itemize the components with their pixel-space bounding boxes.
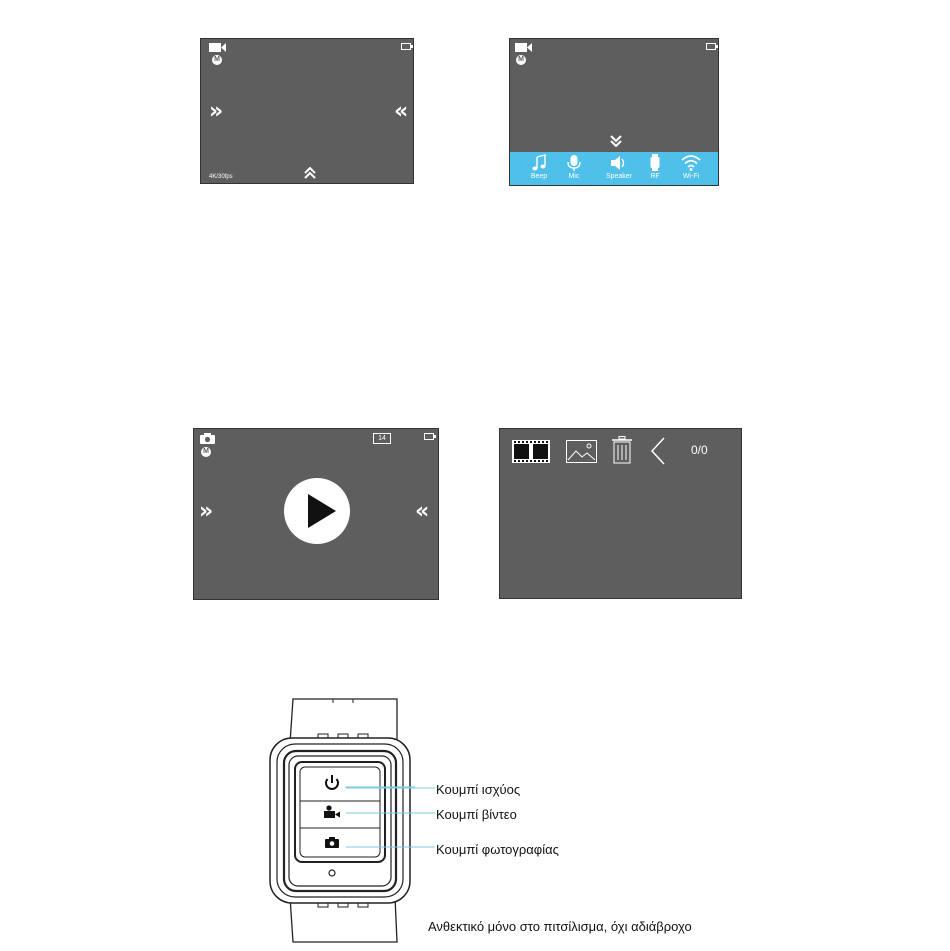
setting-speaker-label: Speaker — [605, 173, 633, 180]
double-chevron-right-icon[interactable]: » — [199, 499, 214, 524]
setting-beep[interactable] — [519, 152, 559, 180]
wifi-icon — [681, 154, 701, 172]
setting-mic-label: Mic — [568, 173, 580, 180]
manual-mode-badge: M — [212, 55, 222, 65]
screen-settings — [509, 38, 719, 186]
back-arrow-icon[interactable] — [650, 437, 666, 465]
photo-button-label: Κουμπί φωτογραφίας — [436, 842, 559, 857]
setting-mic[interactable] — [554, 152, 594, 180]
manual-mode-badge: M — [516, 55, 526, 65]
settings-bar — [510, 152, 718, 185]
setting-rf-label: RF — [650, 173, 660, 180]
photo-camera-icon — [200, 433, 215, 444]
double-chevron-down-icon[interactable] — [610, 135, 622, 147]
screen-video-mode — [200, 38, 414, 184]
resolution-label: 4K/30fps — [209, 174, 233, 180]
file-counter: 0/0 — [691, 443, 708, 457]
sd-card-count: 14 — [378, 435, 386, 442]
video-button-label: Κουμπί βίντεο — [436, 807, 517, 822]
speaker-icon — [609, 154, 629, 172]
setting-speaker[interactable] — [599, 152, 639, 180]
double-chevron-right-icon[interactable]: » — [209, 99, 224, 124]
double-chevron-left-icon[interactable]: « — [415, 499, 430, 524]
manual-mode-badge: M — [201, 447, 211, 457]
film-strip-icon[interactable] — [512, 440, 550, 463]
trash-icon[interactable] — [612, 436, 632, 464]
image-icon[interactable] — [566, 440, 597, 463]
battery-icon — [706, 43, 716, 50]
splash-resistant-note: Ανθεκτικό μόνο στο πιτσίλισμα, όχι αδιάβροχο — [428, 919, 692, 934]
battery-icon — [401, 43, 411, 50]
microphone-icon — [566, 154, 582, 172]
setting-rf[interactable] — [635, 152, 675, 180]
setting-wifi-label: Wi-Fi — [682, 173, 700, 180]
screen-file-browser — [499, 428, 742, 599]
screen-playback-mode — [193, 428, 439, 600]
sd-card-indicator — [373, 433, 391, 444]
battery-icon — [424, 433, 434, 440]
label-leader-lines — [340, 780, 440, 860]
setting-beep-label: Beep — [530, 173, 548, 180]
video-camera-icon — [515, 43, 532, 52]
setting-wifi[interactable] — [671, 152, 711, 180]
watch-icon — [649, 154, 661, 172]
double-chevron-left-icon[interactable]: « — [394, 99, 409, 124]
double-chevron-up-icon[interactable] — [304, 167, 316, 179]
music-note-icon — [531, 154, 547, 172]
play-icon[interactable] — [284, 478, 350, 544]
video-camera-icon — [209, 43, 226, 52]
power-button-label: Κουμπί ισχύος — [436, 782, 521, 797]
